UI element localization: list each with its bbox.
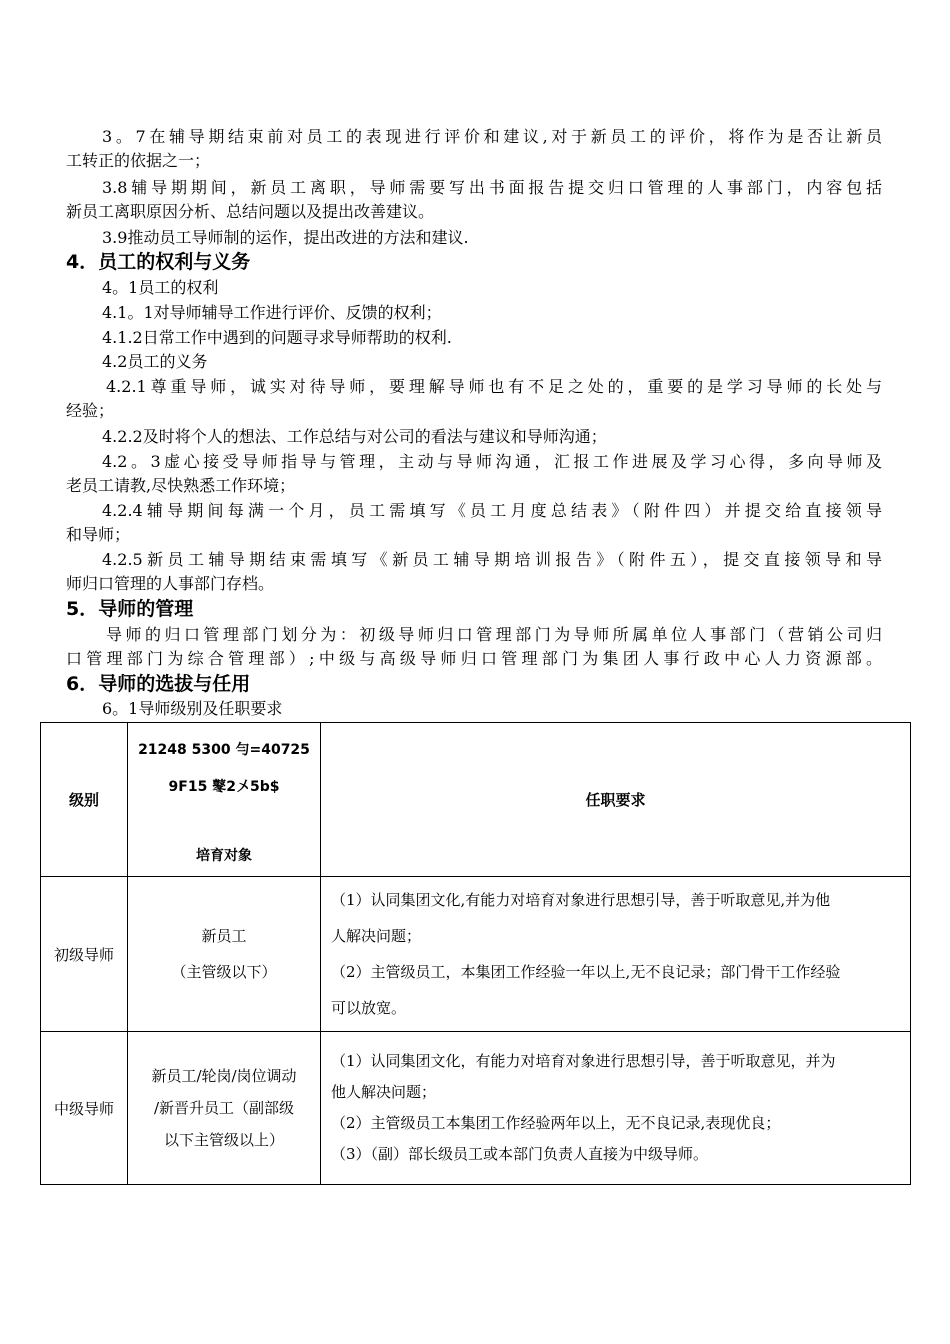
row-target xyxy=(128,1032,321,1185)
requirement-line: （3）（副）部长级员工或本部门负责人直接为中级导师。 xyxy=(331,1145,709,1163)
requirement-line: 人解决问题； xyxy=(331,927,422,945)
section-heading: 4．员工的权利与义务 xyxy=(66,251,251,273)
header-garbled-line: 21248 5300 勻=40725 xyxy=(138,742,310,758)
header-level-label: 级别 xyxy=(68,791,99,809)
paragraph-line: 导师的归口管理部门划分为：初级导师归口管理部门为导师所属单位人事部门（营销公司归 xyxy=(106,625,882,644)
paragraph-line: 4。1员工的权利 xyxy=(102,278,219,297)
paragraph-line: 4.1。1对导师辅导工作进行评价、反馈的权利； xyxy=(102,303,442,322)
mentor-requirements-table xyxy=(40,722,911,1185)
header-target-label: 培育对象 xyxy=(196,848,252,864)
paragraph-line: 4.2.5新员工辅导期结束需填写《新员工辅导期培训报告》（附件五），提交直接领导和导 xyxy=(102,550,882,569)
row-target-line: 新员工 xyxy=(201,927,247,945)
row-level-label: 初级导师 xyxy=(53,945,114,964)
paragraph-line: 4.2。3虚心接受导师指导与管理，主动与导师沟通，汇报工作进展及学习心得，多向导师及 xyxy=(102,452,882,471)
requirement-line: （1）认同集团文化,有能力对培育对象进行思想引导，善于听取意见,并为他 xyxy=(331,891,831,909)
header-requirements xyxy=(321,723,911,877)
paragraph-line: 工转正的依据之一； xyxy=(66,151,211,170)
section-heading: 6．导师的选拔与任用 xyxy=(66,673,251,695)
row-requirements xyxy=(321,877,911,1032)
requirement-line: （2）主管级员工本集团工作经验两年以上，无不良记录,表现优良； xyxy=(331,1114,781,1132)
section-heading: 5．导师的管理 xyxy=(66,598,194,620)
paragraph-line: 4.2.4辅导期间每满一个月，员工需填写《员工月度总结表》（附件四）并提交给直接领导 xyxy=(102,501,882,520)
paragraph-line: 6。1导师级别及任职要求 xyxy=(102,699,283,718)
paragraph-line: 口管理部门为综合管理部）;中级与高级导师归口管理部门为集团人事行政中心人力资源部。 xyxy=(66,649,882,668)
paragraph-line: 师归口管理的人事部门存档。 xyxy=(66,574,275,593)
paragraph-line: 经验； xyxy=(66,401,115,420)
requirement-line: 他人解决问题； xyxy=(331,1083,437,1101)
requirement-line: 可以放宽。 xyxy=(331,999,407,1017)
row-level-label: 中级导师 xyxy=(53,1099,114,1118)
row-target-line: 新员工/轮岗/岗位调动 xyxy=(151,1067,297,1085)
paragraph-line: 3。7在辅导期结束前对员工的表现进行评价和建议,对于新员工的评价，将作为是否让新员 xyxy=(102,127,882,146)
row-requirements xyxy=(321,1032,911,1185)
paragraph-line: 4.1.2日常工作中遇到的问题寻求导师帮助的权利. xyxy=(102,328,452,347)
table-row xyxy=(41,877,911,1032)
table-header-row xyxy=(41,723,911,877)
paragraph-line: 4.2员工的义务 xyxy=(102,352,208,371)
header-requirements-label: 任职要求 xyxy=(585,791,646,809)
paragraph-line: 4.2.2及时将个人的想法、工作总结与对公司的看法与建议和导师沟通； xyxy=(102,427,607,446)
header-level xyxy=(41,723,128,877)
table-row xyxy=(41,1032,911,1185)
row-target-line: （主管级以下） xyxy=(171,963,277,981)
paragraph-line: 新员工离职原因分析、总结问题以及提出改善建议。 xyxy=(66,202,435,221)
row-target-line: /新晋升员工（副部级 xyxy=(153,1099,295,1117)
requirement-line: （1）认同集团文化，有能力对培育对象进行思想引导，善于听取意见，并为 xyxy=(331,1052,836,1070)
row-target-line: 以下主管级以上） xyxy=(163,1131,284,1149)
paragraph-line: 3.9推动员工导师制的运作，提出改进的方法和建议. xyxy=(102,228,469,247)
paragraph-line: 3.8辅导期期间，新员工离职，导师需要写出书面报告提交归口管理的人事部门，内容包括 xyxy=(102,178,882,197)
row-level xyxy=(41,877,128,1032)
row-target xyxy=(128,877,321,1032)
paragraph-line: 和导师； xyxy=(66,525,131,544)
requirement-line: （2）主管级员工，本集团工作经验一年以上,无不良记录；部门骨干工作经验 xyxy=(331,963,841,981)
paragraph-line: 老员工请教,尽快熟悉工作环境； xyxy=(66,476,296,495)
header-target xyxy=(128,723,321,877)
header-garbled-line: 9F15 鼕2〤5b$ xyxy=(168,779,280,795)
paragraph-line: 4.2.1尊重导师，诚实对待导师，要理解导师也有不足之处的，重要的是学习导师的长处与 xyxy=(106,377,882,396)
row-level xyxy=(41,1032,128,1185)
